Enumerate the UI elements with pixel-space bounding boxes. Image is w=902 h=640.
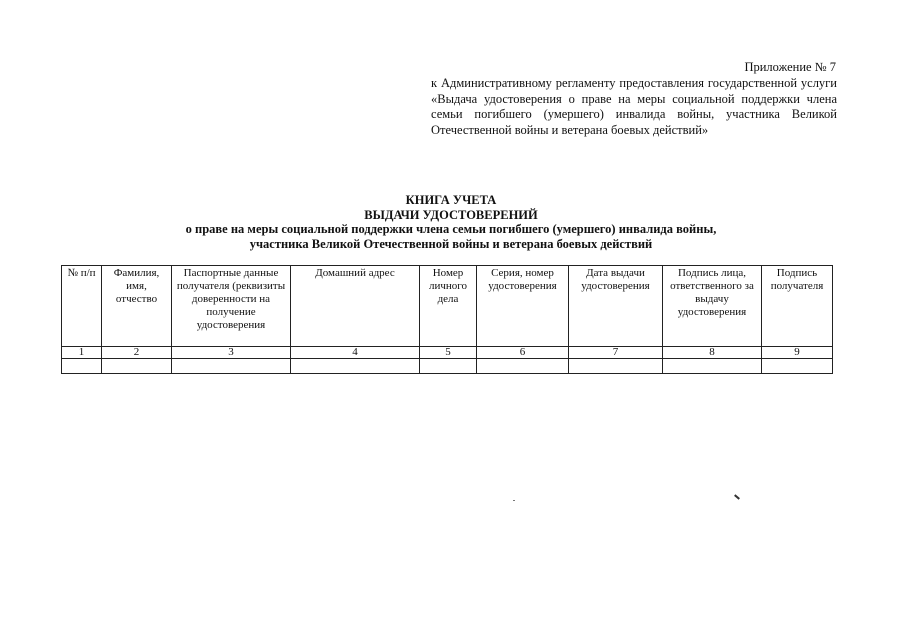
table-cell [569,359,663,374]
table-cell [762,359,833,374]
title-line-3: о праве на меры социальной поддержки члена семьи погибшего (умершего) инвалида войны, [185,222,717,236]
header-cell-file-number: Номер личного дела [420,266,477,347]
table-cell [102,359,172,374]
table-cell [477,359,569,374]
header-cell-issue-date: Дата выдачи удостоверения [569,266,663,347]
header-cell-recipient-signature: Подпись получателя [762,266,833,347]
header-cell-certificate-number: Серия, номер удостоверения [477,266,569,347]
table-cell [291,359,420,374]
title-line-2: ВЫДАЧИ УДОСТОВЕРЕНИЙ [364,207,538,222]
column-number: 8 [663,347,762,359]
column-number: 6 [477,347,569,359]
title-line-4: участника Великой Отечественной войны и ветерана боевых действий [249,236,653,251]
header-cell-index: № п/п [62,266,102,347]
scan-speck [513,500,515,501]
column-number: 7 [569,347,663,359]
table-cell [172,359,291,374]
column-number: 3 [172,347,291,359]
scan-mark [734,494,740,499]
header-cell-name: Фамилия, имя, отчество [102,266,172,347]
column-number-row [62,347,833,359]
table-cell [420,359,477,374]
header-cell-issuer-signature: Подпись лица, ответственного за выдачу удостоверения [663,266,762,347]
appendix-text: к Административному регламенту предоставления государственной услуги «Выдача удостоверения о праве на меры социальной поддержки члена семьи погибшего (умершего) инвалида войны, участника Великой Отечественной войны и ветерана боевых действий» [431,76,837,137]
appendix-number: Приложение № 7 [744,60,836,74]
column-number: 9 [762,347,833,359]
header-row [62,266,833,347]
column-number: 5 [420,347,477,359]
column-number: 2 [102,347,172,359]
column-number: 4 [291,347,420,359]
column-number: 1 [62,347,102,359]
table-row [62,359,833,374]
header-cell-passport: Паспортные данные получателя (реквизиты доверенности на получение удостоверения [172,266,291,347]
table-cell [663,359,762,374]
document-title [60,193,842,251]
ledger-table [61,265,833,374]
title-line-1: КНИГА УЧЕТА [405,193,497,207]
table-cell [62,359,102,374]
header-cell-address: Домашний адрес [291,266,420,347]
